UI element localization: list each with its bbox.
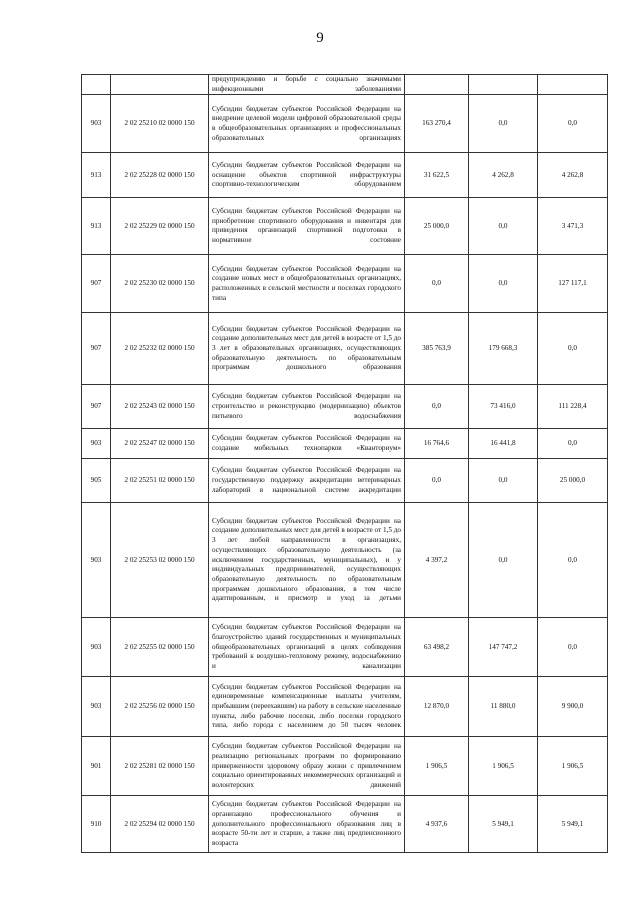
budget-classification-code-cell: 2 02 25294 02 0000 150 xyxy=(111,796,209,853)
amount-year1-cell: 0,0 xyxy=(405,255,469,313)
amount-year3-cell: 3 471,3 xyxy=(538,198,608,255)
admin-code-cell xyxy=(82,75,111,95)
amount-year1-cell: 0,0 xyxy=(405,459,469,503)
budget-classification-code-cell: 2 02 25256 02 0000 150 xyxy=(111,677,209,737)
amount-year3-cell: 0,0 xyxy=(538,503,608,618)
amount-year3-cell: 0,0 xyxy=(538,313,608,385)
admin-code-cell: 901 xyxy=(82,737,111,796)
admin-code-cell: 913 xyxy=(82,153,111,198)
budget-classification-code-cell: 2 02 25255 02 0000 150 xyxy=(111,618,209,677)
table-row xyxy=(82,95,608,153)
revenue-name-cell: Субсидии бюджетам субъектов Российской Федерации на единовременные компенсационные выплаты учителям, прибывшим (переехавшим) на работу в сельские населенные пункты, либо рабочие поселки, либо поселки городского типа, либо города с населением до 50 тысяч человек xyxy=(209,677,405,737)
amount-year3-cell xyxy=(538,75,608,95)
budget-revenue-table xyxy=(81,74,608,853)
amount-year2-cell: 5 949,1 xyxy=(469,796,538,853)
table-row xyxy=(82,153,608,198)
admin-code-cell: 903 xyxy=(82,503,111,618)
revenue-name-cell: Субсидии бюджетам субъектов Российской Федерации на реализацию региональных программ по формированию приверженности здоровому образу жизни с привлечением социально ориентированных некоммерческих организаций и волонтерских движений xyxy=(209,737,405,796)
amount-year1-cell: 0,0 xyxy=(405,385,469,429)
admin-code-cell: 903 xyxy=(82,677,111,737)
amount-year1-cell: 1 906,5 xyxy=(405,737,469,796)
amount-year2-cell xyxy=(469,75,538,95)
budget-classification-code-cell: 2 02 25243 02 0000 150 xyxy=(111,385,209,429)
amount-year2-cell: 4 262,8 xyxy=(469,153,538,198)
page-number: 9 xyxy=(316,30,324,46)
admin-code-cell: 910 xyxy=(82,796,111,853)
admin-code-cell: 905 xyxy=(82,459,111,503)
revenue-name-cell: Субсидии бюджетам субъектов Российской Федерации на строительство и реконструкцию (модернизацию) объектов питьевого водоснабжения xyxy=(209,385,405,429)
amount-year3-cell: 0,0 xyxy=(538,618,608,677)
table-row xyxy=(82,313,608,385)
amount-year2-cell: 0,0 xyxy=(469,255,538,313)
amount-year2-cell: 147 747,2 xyxy=(469,618,538,677)
budget-classification-code-cell: 2 02 25210 02 0000 150 xyxy=(111,95,209,153)
amount-year1-cell: 385 763,9 xyxy=(405,313,469,385)
budget-classification-code-cell: 2 02 25230 02 0000 150 xyxy=(111,255,209,313)
revenue-name-cell: Субсидии бюджетам субъектов Российской Федерации на приобретение спортивного оборудования и инвентаря для приведения организаций спортивной подготовки в нормативное состояние xyxy=(209,198,405,255)
budget-classification-code-cell: 2 02 25232 02 0000 150 xyxy=(111,313,209,385)
amount-year1-cell: 16 764,6 xyxy=(405,429,469,459)
revenue-name-cell: Субсидии бюджетам субъектов Российской Федерации на благоустройство зданий государственных и муниципальных общеобразовательных организаций в целях соблюдения требований к воздушно-тепловому режиму, водоснабжению и канализации xyxy=(209,618,405,677)
amount-year1-cell xyxy=(405,75,469,95)
amount-year1-cell: 63 498,2 xyxy=(405,618,469,677)
table-row xyxy=(82,459,608,503)
admin-code-cell: 907 xyxy=(82,385,111,429)
amount-year1-cell: 163 270,4 xyxy=(405,95,469,153)
amount-year3-cell: 111 228,4 xyxy=(538,385,608,429)
amount-year2-cell: 0,0 xyxy=(469,459,538,503)
amount-year2-cell: 0,0 xyxy=(469,503,538,618)
table-row xyxy=(82,429,608,459)
revenue-name-cell: Субсидии бюджетам субъектов Российской Федерации на организацию профессионального обучения и дополнительного профессионального образования лиц в возрасте 50-ти лет и старше, а также лиц предпенсионного возраста xyxy=(209,796,405,853)
amount-year3-cell: 5 949,1 xyxy=(538,796,608,853)
amount-year2-cell: 16 441,8 xyxy=(469,429,538,459)
admin-code-cell: 903 xyxy=(82,429,111,459)
table-row xyxy=(82,796,608,853)
table-row xyxy=(82,255,608,313)
amount-year2-cell: 11 880,0 xyxy=(469,677,538,737)
amount-year3-cell: 9 900,0 xyxy=(538,677,608,737)
budget-classification-code-cell: 2 02 25247 02 0000 150 xyxy=(111,429,209,459)
budget-classification-code-cell xyxy=(111,75,209,95)
table-row xyxy=(82,618,608,677)
budget-classification-code-cell: 2 02 25251 02 0000 150 xyxy=(111,459,209,503)
amount-year1-cell: 12 870,0 xyxy=(405,677,469,737)
table-row xyxy=(82,75,608,95)
revenue-name-cell: предупреждению и борьбе с социально значимыми инфекционными заболеваниями xyxy=(209,75,405,95)
amount-year3-cell: 0,0 xyxy=(538,95,608,153)
amount-year3-cell: 0,0 xyxy=(538,429,608,459)
admin-code-cell: 913 xyxy=(82,198,111,255)
revenue-name-cell: Субсидии бюджетам субъектов Российской Федерации на создание новых мест в общеобразовательных организациях, расположенных в сельской местности и поселках городского типа xyxy=(209,255,405,313)
budget-classification-code-cell: 2 02 25228 02 0000 150 xyxy=(111,153,209,198)
admin-code-cell: 903 xyxy=(82,95,111,153)
amount-year2-cell: 179 668,3 xyxy=(469,313,538,385)
amount-year3-cell: 4 262,8 xyxy=(538,153,608,198)
amount-year3-cell: 127 117,1 xyxy=(538,255,608,313)
table-row xyxy=(82,737,608,796)
revenue-name-cell: Субсидии бюджетам субъектов Российской Федерации на создание дополнительных мест для детей в возрасте от 1,5 до 3 лет в образовательных организациях, осуществляющих образовательную деятельность по образовательным программам дошкольного образования xyxy=(209,313,405,385)
amount-year1-cell: 4 937,6 xyxy=(405,796,469,853)
amount-year3-cell: 1 906,5 xyxy=(538,737,608,796)
table-row xyxy=(82,503,608,618)
admin-code-cell: 903 xyxy=(82,618,111,677)
revenue-name-cell: Субсидии бюджетам субъектов Российской Федерации на создание мобильных технопарков «Кванториум» xyxy=(209,429,405,459)
amount-year2-cell: 0,0 xyxy=(469,198,538,255)
table-row xyxy=(82,385,608,429)
table-row xyxy=(82,198,608,255)
revenue-name-cell: Субсидии бюджетам субъектов Российской Федерации на государственную поддержку аккредитации ветеринарных лабораторий в национальной системе аккредитации xyxy=(209,459,405,503)
budget-classification-code-cell: 2 02 25253 02 0000 150 xyxy=(111,503,209,618)
amount-year2-cell: 73 416,0 xyxy=(469,385,538,429)
revenue-name-cell: Субсидии бюджетам субъектов Российской Федерации на создание дополнительных мест для детей в возрасте от 1,5 до 3 лет любой направленности в организациях, осуществляющих образовательную деятельность (за исключением государственных, муниципальных), и у индивидуальных предпринимателей, осуществляющих образовательную деятельность по образовательным программам дошкольного образования, в том числе адаптированным, и присмотр и уход за детьми xyxy=(209,503,405,618)
amount-year2-cell: 1 906,5 xyxy=(469,737,538,796)
table-body xyxy=(82,75,608,853)
revenue-name-cell: Субсидии бюджетам субъектов Российской Федерации на оснащение объектов спортивной инфраструктуры спортивно-технологическим оборудованием xyxy=(209,153,405,198)
admin-code-cell: 907 xyxy=(82,313,111,385)
amount-year3-cell: 25 000,0 xyxy=(538,459,608,503)
revenue-name-cell: Субсидии бюджетам субъектов Российской Федерации на внедрение целевой модели цифровой образовательной среды в общеобразовательных организациях и профессиональных образовательных организациях xyxy=(209,95,405,153)
table-row xyxy=(82,677,608,737)
amount-year1-cell: 31 622,5 xyxy=(405,153,469,198)
admin-code-cell: 907 xyxy=(82,255,111,313)
amount-year1-cell: 25 000,0 xyxy=(405,198,469,255)
budget-classification-code-cell: 2 02 25229 02 0000 150 xyxy=(111,198,209,255)
amount-year1-cell: 4 397,2 xyxy=(405,503,469,618)
amount-year2-cell: 0,0 xyxy=(469,95,538,153)
budget-classification-code-cell: 2 02 25281 02 0000 150 xyxy=(111,737,209,796)
